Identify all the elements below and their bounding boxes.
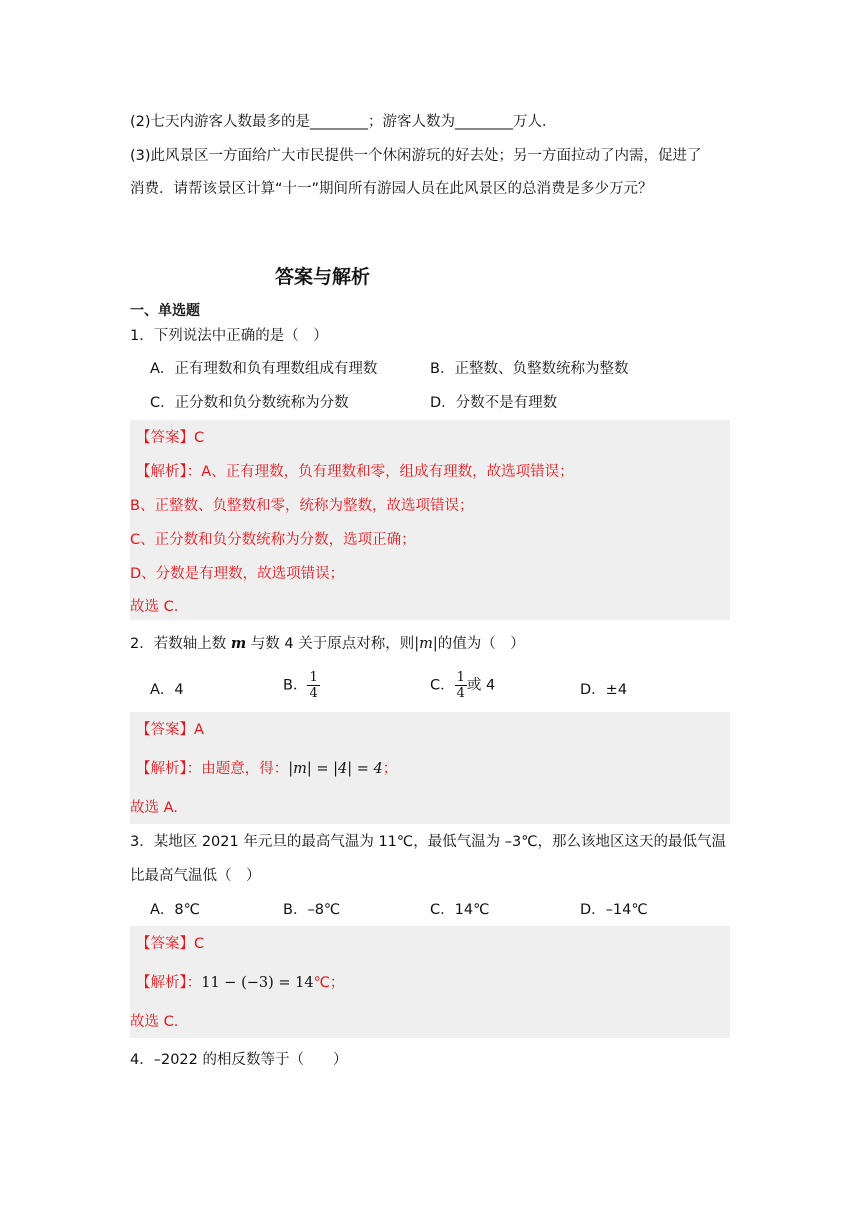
q3-stem-line2: 比最高气温低（ ）: [130, 868, 261, 884]
q2-analysis-label: 【解析】：由题意，得：: [136, 761, 289, 777]
q2-option-b: [283, 670, 320, 701]
q2-stem: [130, 634, 525, 654]
q2-option-c-tail: 或 4: [466, 677, 496, 694]
q3-option-c: C．14℃: [430, 902, 490, 918]
q3-option-a: A．8℃: [150, 902, 200, 918]
q1-option-c: C．正分数和负分数统称为分数: [150, 395, 349, 411]
q3-answer: 【答案】C: [136, 936, 205, 952]
q2-analysis: [136, 759, 397, 779]
q1-analysis-line1: 【解析】：A、正有理数，负有理数和零，组成有理数，故选项错误；: [136, 464, 574, 480]
q3-analysis: [136, 973, 344, 993]
q1-option-d: D．分数不是有理数: [430, 395, 558, 411]
q3-stem-line1: 3．某地区 2021 年元旦的最高气温为 11℃，最低气温为 –3℃，那么该地区这天的最低气温: [130, 834, 727, 850]
q3-option-b: B．–8℃: [283, 902, 341, 918]
q2-variable-m: m: [230, 635, 247, 652]
q1-answer-box: [130, 420, 730, 620]
q1-conclusion: 故选 C.: [130, 599, 179, 615]
q2-analysis-math: |m| = |4| = 4: [288, 761, 383, 777]
q3-conclusion: 故选 C.: [130, 1014, 179, 1030]
q4-stem: 4．–2022 的相反数等于（ ）: [130, 1052, 348, 1068]
fraction-numerator: 1: [456, 670, 465, 685]
question-2-subpart: (2)七天内游客人数最多的是________；游客人数为________万人．: [130, 114, 557, 130]
q2-answer: 【答案】A: [136, 722, 204, 738]
q3-analysis-label: 【解析】：: [136, 975, 202, 991]
q1-analysis-line2: B、正整数、负整数和零，统称为整数，故选项错误；: [130, 498, 474, 514]
q1-analysis-line3: C、正分数和负分数统称为分数，选项正确；: [130, 532, 416, 548]
q2-option-c: [430, 670, 495, 701]
q2-option-b-label: B．: [283, 677, 308, 694]
question-3-subpart-line1: (3)此风景区一方面给广大市民提供一个休闲游玩的好去处；另一方面拉动了内需，促进了: [130, 148, 702, 164]
q2-option-c-label: C．: [430, 677, 455, 694]
q2-option-b-fraction: [307, 670, 319, 701]
q1-answer: 【答案】C: [136, 430, 205, 446]
fraction-numerator: 1: [309, 670, 318, 685]
answers-title: 答案与解析: [274, 266, 370, 288]
q2-option-a: A．4: [150, 682, 184, 698]
q3-analysis-tail: ℃；: [313, 975, 345, 991]
section-label: 一、单选题: [130, 303, 200, 319]
q2-stem-part3: 的值为（ ）: [437, 636, 525, 652]
q1-analysis-line4: D、分数是有理数，故选项错误；: [130, 566, 345, 582]
q2-stem-part2: 与数 4 关于原点对称，则: [246, 636, 415, 652]
q2-conclusion: 故选 A.: [130, 800, 178, 816]
q3-option-d: D．–14℃: [580, 902, 648, 918]
question-3-subpart-line2: 消费．请帮该景区计算“十一”期间所有游园人员在此风景区的总消费是多少万元？: [130, 181, 653, 197]
q2-option-d: D．±4: [580, 682, 628, 698]
q1-stem: 1．下列说法中正确的是（ ）: [130, 328, 328, 344]
q1-option-b: B．正整数、负整数统称为整数: [430, 361, 629, 377]
q2-analysis-tail: ；: [382, 761, 398, 777]
fraction-denominator: 4: [309, 686, 318, 701]
fraction-denominator: 4: [456, 686, 465, 701]
q2-stem-part1: 2．若数轴上数: [130, 636, 231, 652]
q3-analysis-math: 11 − (−3) = 14: [201, 975, 314, 991]
q3-answer-box: [130, 926, 730, 1038]
q2-abs-m: |m|: [414, 636, 438, 652]
q2-option-c-fraction: [455, 670, 467, 701]
q2-answer-box: [130, 712, 730, 824]
q1-option-a: A．正有理数和负有理数组成有理数: [150, 361, 378, 377]
